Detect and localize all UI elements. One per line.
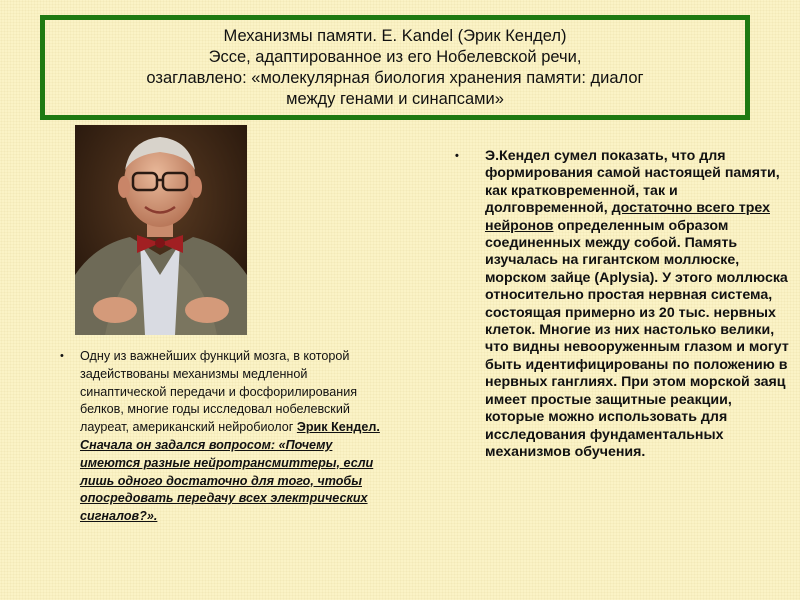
title-line-1: Механизмы памяти. E. Kandel (Эрик Кендел) [223, 26, 567, 45]
three-neurons-underlined: достаточно всего трех нейронов [485, 200, 770, 234]
right-bullet: • [455, 150, 459, 162]
title-line-3: озаглавлено: «молекулярная биология хранения памяти: диалог [146, 68, 644, 87]
kandel-name: Эрик Кендел. [296, 420, 380, 435]
title-line-2: Эссе, адаптированное из его Нобелевской речи, [208, 47, 582, 66]
right-text-before: Э.Кендел сумел показать, что для формирования самой настоящей памяти, как кратковременной, так и долговременной, [485, 148, 780, 217]
right-text-after: определенным образом соединенных между собой. Память изучалась на гигантском моллюске, морском зайце (Aplysia). У этого моллюска относительно простая нервная система, состоящая примерно из 20 тыс. нервных клеток. Многие из них настолько велики, что видны невооруженным глазом и могут быть идентифицированы по положению в нервных ганглиях. При этом морской заяц имеет простые защитные реакции, которые можно использовать для исследования фундаментальных механизмов обучения. [485, 217, 789, 460]
slide-title [146, 26, 643, 110]
title-box [40, 15, 750, 120]
left-text-plain: Одну из важнейших функций мозга, в которой задействованы механизмы медленной синаптической передачи и фосфорилирования белков, многие годы исследовал нобелевский лауреат, американский нейробиолог [80, 349, 358, 435]
left-bullet: • [60, 350, 64, 362]
right-paragraph [455, 148, 790, 461]
kandel-question: Сначала он задался вопросом: «Почему имеются разные нейротрансмиттеры, если лишь одного достаточно для того, чтобы опосредовать передачу всех электрических сигналов?». [80, 437, 374, 524]
portrait-photo-icon [75, 125, 247, 335]
title-line-4: между генами и синапсами» [286, 89, 504, 108]
left-paragraph [60, 348, 390, 526]
